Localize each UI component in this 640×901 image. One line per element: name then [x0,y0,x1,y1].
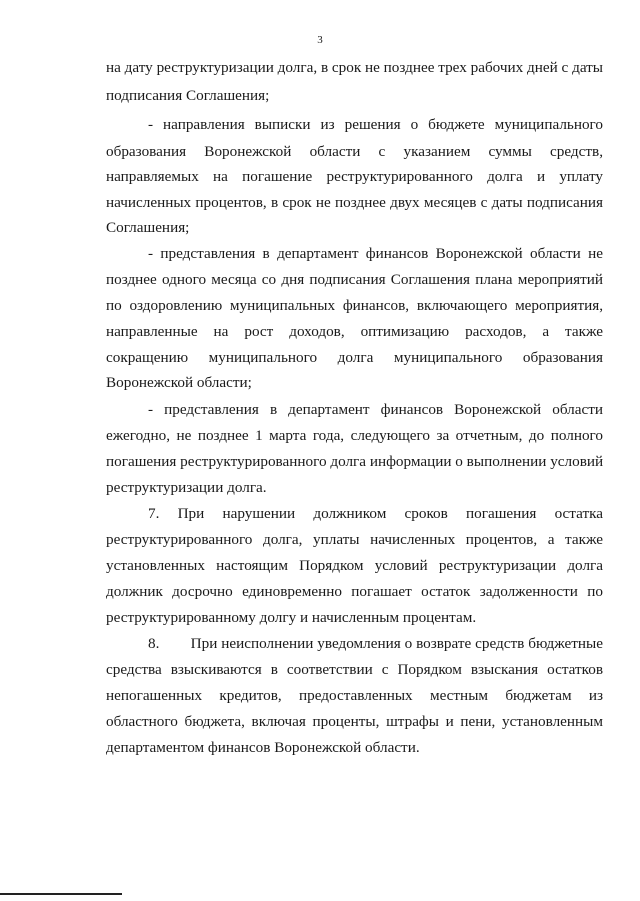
text-line: 8. При неисполнении уведомления о возврате средств бюджетные [148,635,603,652]
text-line: направляемых на погашение реструктурированного долга и уплату [106,168,603,185]
text-line: начисленных процентов, в срок не позднее двух месяцев с даты подписания [106,194,603,211]
text-line: Воронежской области; [106,374,252,391]
text-line: направленные на рост доходов, оптимизацию расходов, а также [106,323,603,340]
text-line: реструктуризации долга. [106,479,267,496]
text-line: по оздоровлению муниципальных финансов, включающего мероприятия, [106,297,603,314]
text-line: на дату реструктуризации долга, в срок не позднее трех рабочих дней с даты [106,59,604,76]
text-line: позднее одного месяца со дня подписания Соглашения плана мероприятий [106,271,603,288]
footnote-separator [0,893,122,895]
page-number: 3 [317,34,323,46]
text-line: подписания Соглашения; [106,87,270,104]
text-line: - представления в департамент финансов Воронежской области [148,401,603,418]
text-line: ежегодно, не позднее 1 марта года, следующего за отчетным, до полного [106,427,603,444]
text-line: сокращению муниципального долга муниципального образования [106,349,603,366]
text-line: - представления в департамент финансов Воронежской области не [148,245,603,262]
text-line: реструктурированного долга, уплаты начисленных процентов, а также [106,531,603,548]
text-line: установленных настоящим Порядком условий реструктуризации долга [106,557,603,574]
text-line: непогашенных кредитов, предоставленных местным бюджетам из [106,687,603,704]
text-line: средства взыскиваются в соответствии с Порядком взыскания остатков [106,661,603,678]
text-line: должник досрочно единовременно погашает остаток задолженности по [106,583,603,600]
text-line: областного бюджета, включая проценты, штрафы и пени, установленным [106,713,603,730]
text-line: погашения реструктурированного долга информации о выполнении условий [106,453,604,470]
text-line: департаментом финансов Воронежской области. [106,739,420,756]
text-line: реструктурированному долгу и начисленным процентам. [106,609,477,626]
text-line: Соглашения; [106,219,190,236]
text-line: 7. При нарушении должником сроков погашения остатка [148,505,603,522]
text-line: - направления выписки из решения о бюджете муниципального [148,116,603,133]
text-line: образования Воронежской области с указанием суммы средств, [106,143,603,160]
